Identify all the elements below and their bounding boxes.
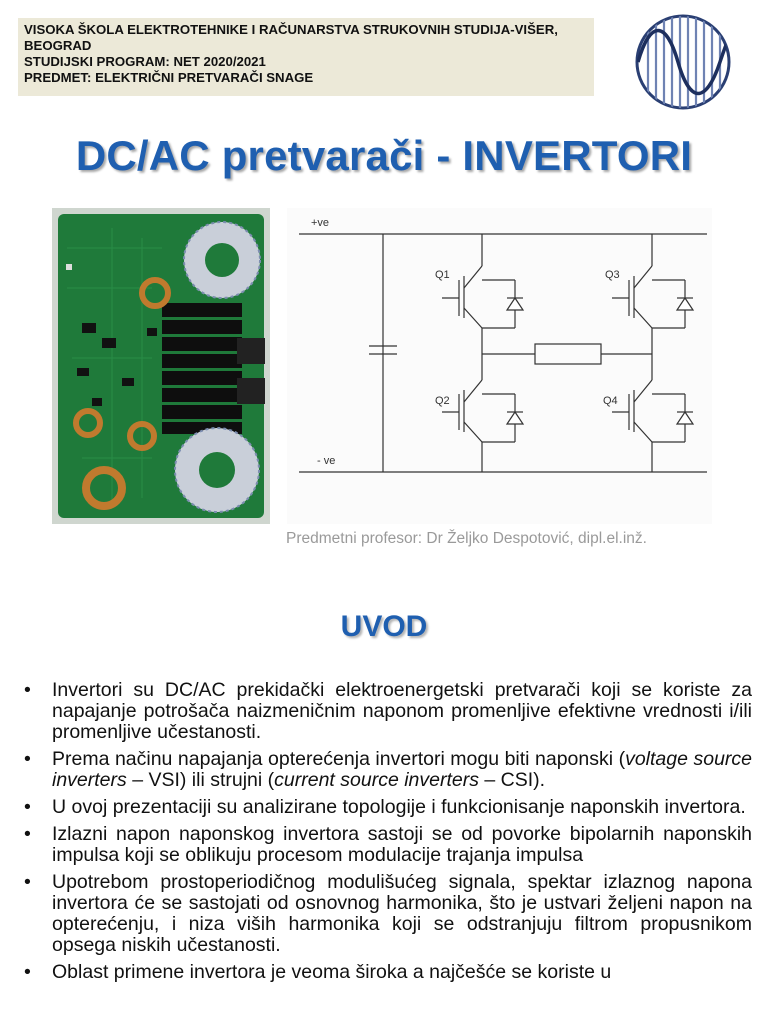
q3-label: Q3 [605,269,620,281]
professor-credit: Predmetni profesor: Dr Željko Despotović, dipl.el.inž. [286,530,647,547]
list-item: • Upotrebom prostoperiodičnog modulišućeg signala, spektar izlaznog napona invertora će se sastojati od osnovnog harmonika, što je ustvari željeni napon na opterećenju, i niza viših harmonika koji se odstranjuju filtrom propusnikom opsega niskih učestanosti. [24,871,752,956]
minus-ve-label: - ve [317,455,336,467]
header-box [18,18,594,96]
inverter-circuit-diagram [287,208,712,524]
inverter-pcb-photo [52,208,270,524]
list-item: • Oblast primene invertora je veoma široka a najčešće se koriste u [24,961,612,983]
header-subject: PREDMET: ELEKTRIČNI PRETVARAČI SNAGE [24,70,314,85]
q4-label: Q4 [603,395,618,407]
list-item: • Prema načinu napajanja opterećenja invertori mogu biti naponski (voltage source inverters – VSI) ili strujni (current source inverters – CSI). [24,748,752,791]
intro-bullet-list [22,680,752,989]
list-item: • Izlazni napon naponskog invertora sastoji se od povorke bipolarnih naponskih impulsa koji se oblikuju procesom modulacije trajanja impulsa [24,823,752,866]
school-logo-icon [628,12,738,112]
q2-label: Q2 [435,395,450,407]
section-title: UVOD [340,610,428,643]
header-institution: VISOKA ŠKOLA ELEKTROTEHNIKE I RAČUNARSTVA STRUKOVNIH STUDIJA-VIŠER, BEOGRAD [24,22,558,53]
list-item: • Invertori su DC/AC prekidački elektroenergetski pretvarači koji se koriste za napajanje potrošača naizmeničnim naponom promenljive efektivne vrednosti i/ili promenljive učestanosti. [24,679,752,743]
q1-label: Q1 [435,269,450,281]
plus-ve-label: +ve [311,217,330,229]
page-title: DC/AC pretvarači - INVERTORI [75,132,693,179]
header-program: STUDIJSKI PROGRAM: NET 2020/2021 [24,54,266,69]
list-item: • U ovoj prezentaciji su analizirane topologije i funkcionisanje naponskih invertora. [24,796,746,818]
